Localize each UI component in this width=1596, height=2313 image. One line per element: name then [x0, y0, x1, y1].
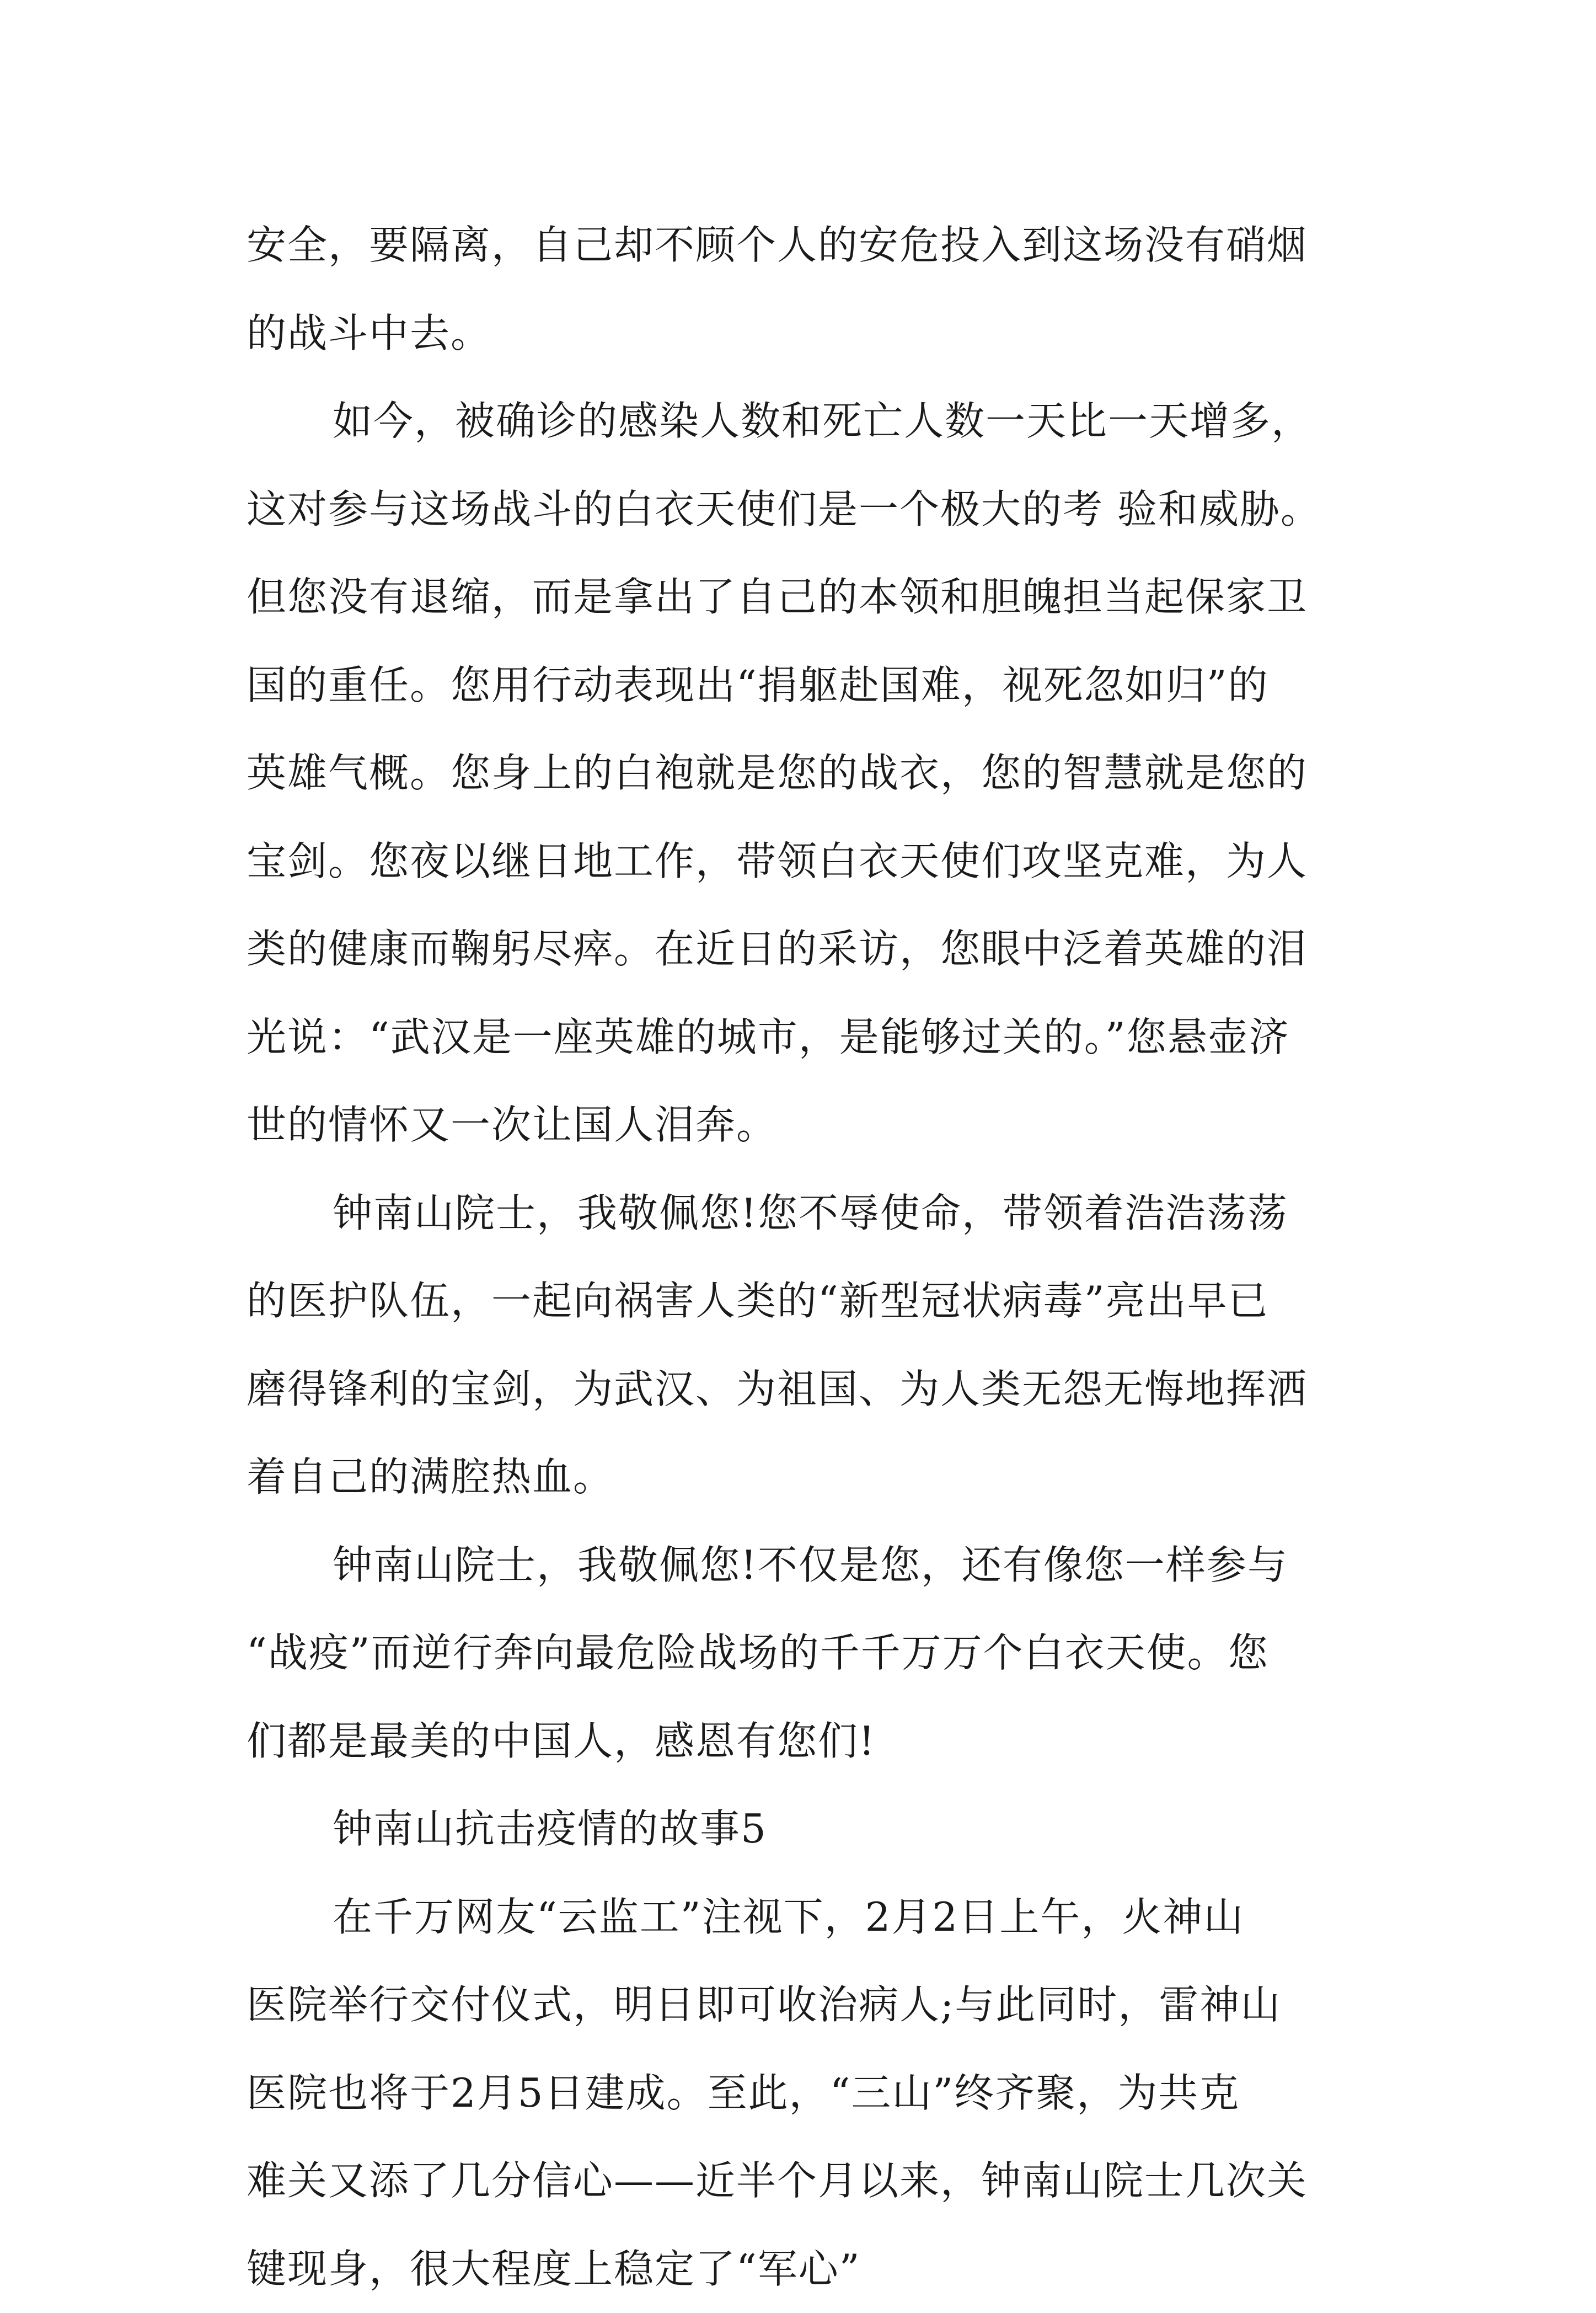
text-line: 国的重任。您用行动表现出“捐躯赴国难，视死忽如归”的	[247, 642, 1361, 730]
text-line: “战疫”而逆行奔向最危险战场的千千万万个白衣天使。您	[247, 1609, 1361, 1697]
text-line: 键现身，很大程度上稳定了“军心”	[247, 2225, 1361, 2313]
text-line: 但您没有退缩，而是拿出了自己的本领和胆魄担当起保家卫	[247, 553, 1361, 642]
text-line: 英雄气概。您身上的白袍就是您的战衣，您的智慧就是您的	[247, 729, 1361, 818]
document-body	[247, 201, 1361, 2313]
text-line: 安全，要隔离，自己却不顾个人的安危投入到这场没有硝烟	[247, 201, 1361, 290]
text-line: 医院举行交付仪式，明日即可收治病人;与此同时，雷神山	[247, 1961, 1361, 2049]
text-line: 的战斗中去。	[247, 290, 1361, 378]
text-line: 钟南山院士，我敬佩您!不仅是您，还有像您一样参与	[247, 1521, 1361, 1610]
text-line: 们都是最美的中国人，感恩有您们!	[247, 1697, 1361, 1786]
text-line: 着自己的满腔热血。	[247, 1433, 1361, 1521]
text-line: 钟南山院士，我敬佩您!您不辱使命，带领着浩浩荡荡	[247, 1169, 1361, 1258]
text-line: 难关又添了几分信心——近半个月以来，钟南山院士几次关	[247, 2137, 1361, 2225]
text-line: 如今，被确诊的感染人数和死亡人数一天比一天增多，	[247, 377, 1361, 466]
text-line: 磨得锋利的宝剑，为武汉、为祖国、为人类无怨无悔地挥洒	[247, 1345, 1361, 1434]
text-line: 的医护队伍，一起向祸害人类的“新型冠状病毒”亮出早已	[247, 1257, 1361, 1345]
text-line: 光说：“武汉是一座英雄的城市，是能够过关的。”您悬壶济	[247, 993, 1361, 1082]
text-line: 宝剑。您夜以继日地工作，带领白衣天使们攻坚克难，为人	[247, 818, 1361, 906]
text-line: 世的情怀又一次让国人泪奔。	[247, 1081, 1361, 1169]
text-line: 这对参与这场战斗的白衣天使们是一个极大的考 验和威胁。	[247, 466, 1361, 554]
text-line: 医院也将于2月5日建成。至此，“三山”终齐聚，为共克	[247, 2049, 1361, 2138]
text-line: 钟南山抗击疫情的故事5	[247, 1785, 1361, 1873]
text-line: 在千万网友“云监工”注视下，2月2日上午，火神山	[247, 1873, 1361, 1962]
text-line: 类的健康而鞠躬尽瘁。在近日的采访，您眼中泛着英雄的泪	[247, 905, 1361, 993]
